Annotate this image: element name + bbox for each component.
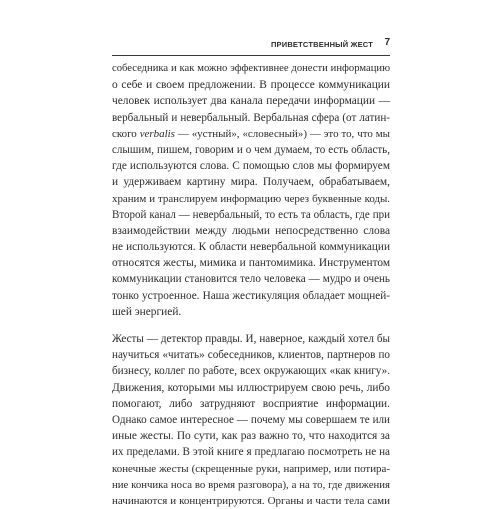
text-line: их пределами. В этой книге я предлагаю посмотреть не на xyxy=(112,446,390,459)
paragraph-1 xyxy=(112,61,390,320)
paragraph-gap xyxy=(112,320,390,331)
text-line: коммуникации становится тело человека — мудро и очень xyxy=(112,273,390,286)
text-line: где используются слова. С помощью слов мы формируем xyxy=(112,160,390,173)
text-line: начинаются и концентрируются. Органы и части тела сами xyxy=(112,494,390,507)
text-line: шей энергией. xyxy=(112,305,182,318)
running-title: ПРИВЕТСТВЕННЫЙ ЖЕСТ xyxy=(270,40,373,49)
running-header xyxy=(112,0,390,56)
paragraph-2 xyxy=(112,331,390,509)
text-line: относятся жесты, мимика и пантомимика. Инструментом xyxy=(112,257,390,270)
text-line: иные жесты. По сути, как раз важно то, что находится за xyxy=(112,430,390,443)
text-line: ского verbalis — «устный», «словесный») — это то, что мы xyxy=(112,127,391,140)
text-line: научиться «читать» собеседников, клиентов, партнеров по xyxy=(112,349,390,362)
text-line: не используются. К области невербальной коммуникации xyxy=(112,241,390,254)
text-line: тонко устроенное. Наша жестикуляция обладает мощней- xyxy=(112,289,390,302)
text-line: слышим, пишем, говорим и о чем думаем, то есть область, xyxy=(112,143,390,156)
text-line: храним и транслируем информацию через буквенные коды. xyxy=(112,192,390,205)
text-line: ние кончика носа во время разговора), а на то, где движения xyxy=(112,478,390,491)
text-line: конечные жесты (скрещенные руки, например, или потира- xyxy=(112,462,390,475)
text-line: Жесты — детектор правды. И, наверное, каждый хотел бы xyxy=(112,333,390,345)
text-line: помогают, либо затрудняют восприятие информации. xyxy=(112,397,390,410)
text-line: бизнесу, коллег по работе, всех окружающих «как книгу». xyxy=(112,365,390,378)
text-line: о себе и своем предложении. В процессе коммуникации xyxy=(112,79,390,92)
text-line: человек использует два канала передачи информации — xyxy=(112,95,390,108)
text-line: Второй канал — невербальный, то есть та область, где при xyxy=(112,208,390,221)
text-line: вербальный и невербальный. Вербальная сфера (от латин- xyxy=(112,111,390,124)
page-number: 7 xyxy=(384,37,390,48)
body-text xyxy=(112,61,390,509)
text-line: Однако самое интересное — почему мы совершаем те или xyxy=(112,413,390,426)
text-line: взаимодействии между людьми непосредственно слова xyxy=(112,224,390,237)
text-line: собеседника и как можно эффективнее донести информацию xyxy=(112,63,390,74)
text-line: и удерживаем картину мира. Получаем, обрабатываем, xyxy=(112,176,390,189)
text-line: Движения, которыми мы иллюстрируем свою речь, либо xyxy=(112,381,390,394)
